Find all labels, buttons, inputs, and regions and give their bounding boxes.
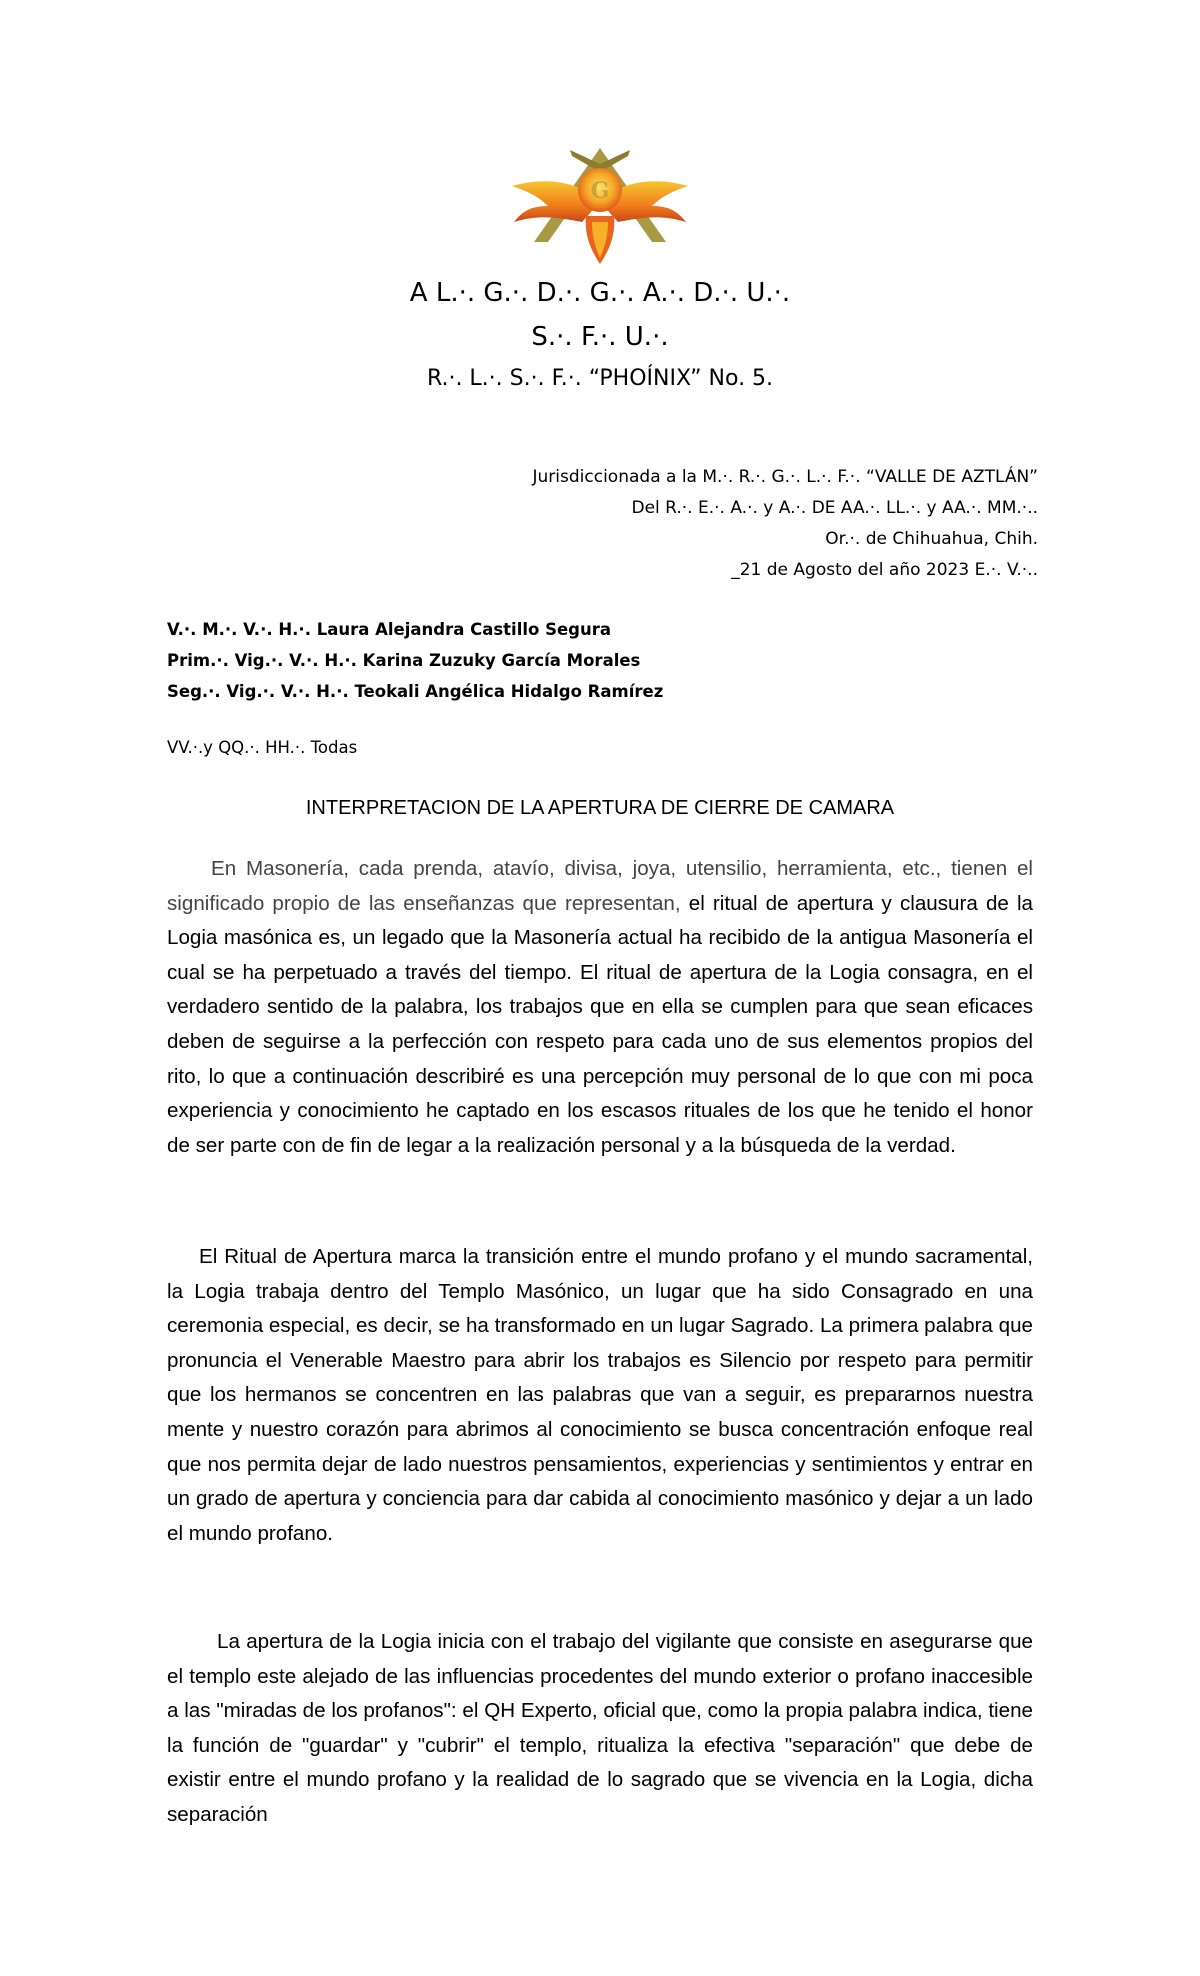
venerable-master: V.·. M.·. V.·. H.·. Laura Alejandra Castillo Segura [167,620,612,639]
paragraph-2-body: El Ritual de Apertura marca la transición entre el mundo profano y el mundo sacramental, la Logia trabaja dentro del Templo Masónico, un lugar que ha sido Consagrado en una ceremonia especial, es decir, se ha transformado en un lugar Sagrado. La primera palabra que pronuncia el Venerable Maestro para abrir los trabajos es Silencio por respeto para permitir que los hermanos se concentren en las palabras que van a seguir, es prepararnos nuestra mente y nuestro corazón para abrimos al conocimiento se busca concentración enfoque real que nos permita dejar de lado nuestros pensamientos, experiencias y sentimientos y entrar en un grado de apertura y conciencia para dar cabida al conocimiento masónico y dejar a un lado el mundo profano. [167,1245,1033,1545]
date-line: _21 de Agosto del año 2023 E.·. V.·.. [731,560,1038,580]
salutation-line: S.·. F.·. U.·. [531,322,669,352]
paragraph-1 [167,852,1033,1163]
jurisdiction-block [533,462,1038,586]
paragraph-1-intro: En Masonería, cada prenda, atavío, divisa, joya, utensilio, herramienta, etc., tienen el significado propio de las enseñanzas que representan, [167,857,1033,915]
officers-block [167,614,663,707]
first-warden: Prim.·. Vig.·. V.·. H.·. Karina Zuzuky García Morales [167,651,641,670]
square-compass-phoenix-icon [500,142,700,266]
document-title: INTERPRETACION DE LA APERTURA DE CIERRE DE CAMARA [305,797,895,819]
paragraph-1-body: el ritual de apertura y clausura de la Logia masónica es, un legado que la Masonería actual ha recibido de la antigua Masonería el cual se ha perpetuado a través del tiempo. El ritual de apertura de la Logia consagra, en el verdadero sentido de la palabra, los trabajos que en ella se cumplen para que sean eficaces deben de seguirse a la perfección con respeto para cada uno de sus elementos propios del rito, lo que a continuación describiré es una percepción muy personal de lo que con mi poca experiencia y conocimiento he captado en los escasos rituales de los que he tenido el honor de ser parte con de fin de legar a la realización personal y a la búsqueda de la verdad. [167,891,1034,1157]
svg-text:G: G [590,178,610,204]
paragraph-3 [167,1625,1033,1833]
greeting: VV.·.y QQ.·. HH.·. Todas [167,738,358,757]
jurisdiction-line: Jurisdiccionada a la M.·. R.·. G.·. L.·. F.·. “VALLE DE AZTLÁN” [532,467,1038,487]
orient-line: Or.·. de Chihuahua, Chih. [825,529,1038,549]
paragraph-3-body: La apertura de la Logia inicia con el trabajo del vigilante que consiste en asegurarse que el templo este alejado de las influencias procedentes del mundo exterior o profano inaccesible a las "miradas de los profanos": el QH Experto, oficial que, como la propia palabra indica, tiene la función de "guardar" y "cubrir" el templo, ritualiza la efectiva "separación" que debe de existir entre el mundo profano y la realidad de lo sagrado que se vivencia en la Logia, dicha separación [167,1630,1033,1826]
lodge-name: R.·. L.·. S.·. F.·. “PHOÍNIX” No. 5. [426,366,774,391]
second-warden: Seg.·. Vig.·. V.·. H.·. Teokali Angélica Hidalgo Ramírez [167,682,664,701]
dedication-line: A L.·. G.·. D.·. G.·. A.·. D.·. U.·. [409,278,791,308]
rite-line: Del R.·. E.·. A.·. y A.·. DE AA.·. LL.·. y AA.·. MM.·.. [631,498,1038,518]
paragraph-2 [167,1240,1033,1551]
